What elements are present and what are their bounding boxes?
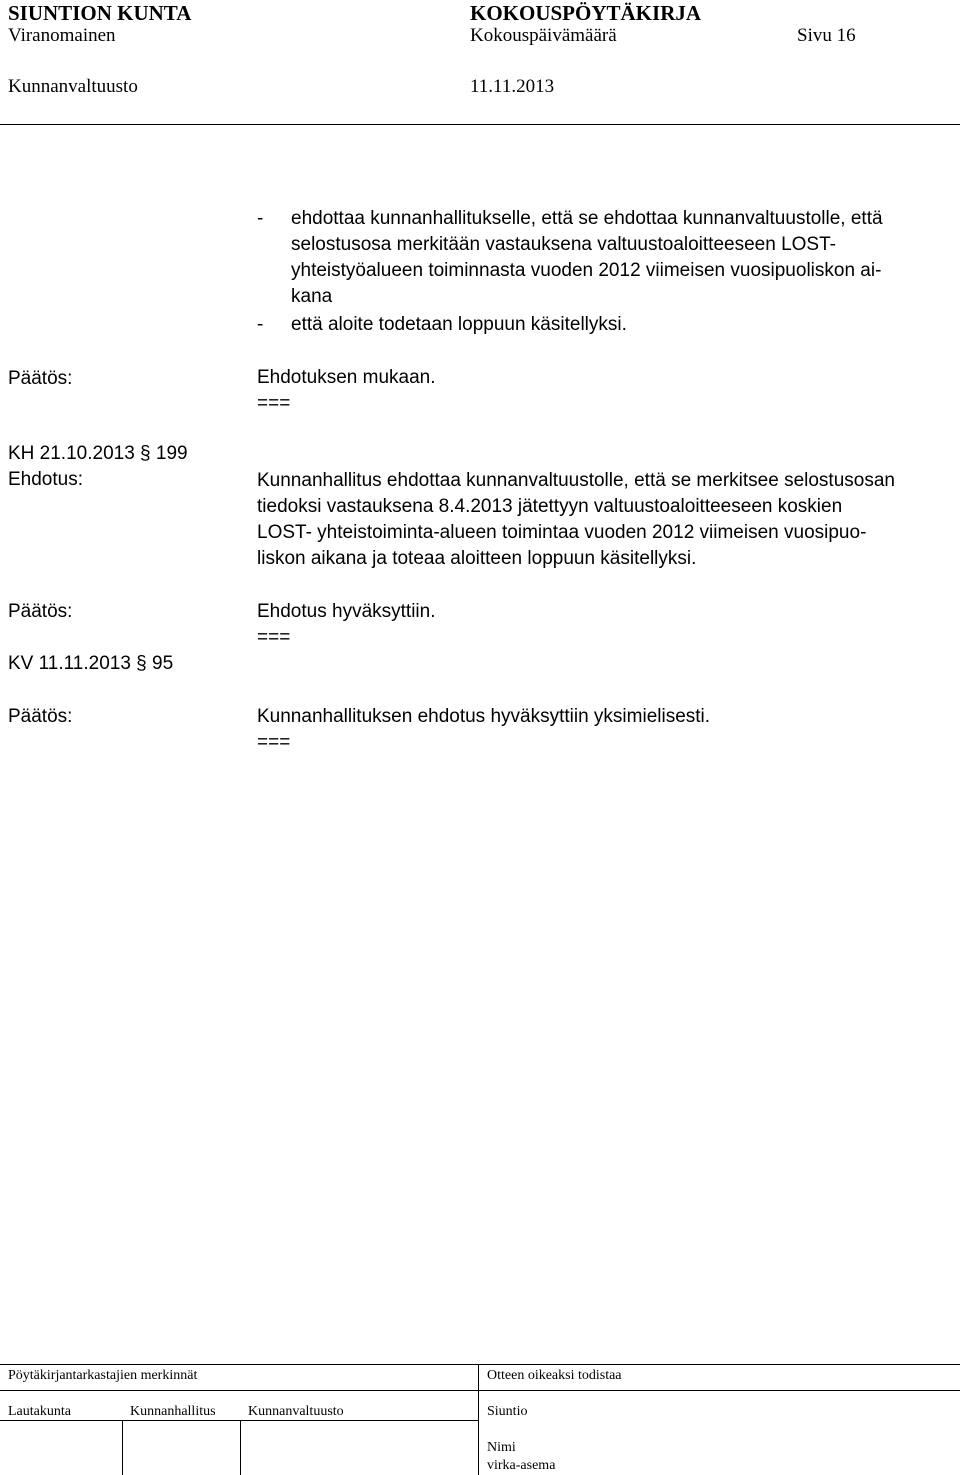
initials-label: Pöytäkirjantarkastajien merkinnät (8, 1368, 198, 1383)
header-divider (0, 124, 960, 125)
proposal-line: liskon aikana ja toteaa aloitteen loppuun käsitellyksi. (257, 548, 697, 569)
footer-divider-top (0, 1364, 960, 1365)
separator: === (257, 627, 291, 648)
page-number: Sivu 16 (797, 25, 856, 46)
meeting-date-label: Kokouspäivämäärä (470, 25, 617, 46)
authority-label: Viranomainen (8, 25, 116, 46)
footer-center-divider (478, 1364, 479, 1475)
certified-place: Siuntio (487, 1404, 528, 1419)
footer-column-board: Lautakunta (8, 1404, 71, 1419)
footer-column-government: Kunnanhallitus (130, 1404, 216, 1419)
footer-columns-divider (0, 1420, 478, 1421)
footer-signature-divider-1 (122, 1420, 123, 1475)
bullet-line: ehdottaa kunnanhallitukselle, että se ehdottaa kunnanvaltuustolle, että (291, 208, 883, 229)
kh-reference: KH 21.10.2013 § 199 (8, 443, 188, 464)
municipality-name: SIUNTION KUNTA (8, 1, 192, 25)
proposal-line: tiedoksi vastauksena 8.4.2013 jätettyyn valtuustoaloitteeseen koskien (257, 496, 843, 517)
decision-label: Päätös: (8, 706, 73, 727)
footer-signature-divider-2 (240, 1420, 241, 1475)
proposal-label: Ehdotus: (8, 469, 83, 490)
proposal-line: Kunnanhallitus ehdottaa kunnanvaltuustolle, että se merkitsee selostusosan (257, 470, 895, 491)
bullet-line: että aloite todetaan loppuun käsitellyksi. (291, 314, 627, 335)
decision-text: Ehdotus hyväksyttiin. (257, 601, 436, 622)
bullet-line: selostusosa merkitään vastauksena valtuustoaloitteeseen LOST- (291, 234, 836, 255)
document-type: KOKOUSPÖYTÄKIRJA (470, 1, 702, 25)
decision-text: Kunnanhallituksen ehdotus hyväksyttiin yksimielisesti. (257, 706, 711, 727)
proposal-line: LOST- yhteistoiminta-alueen toimintaa vuoden 2012 viimeisen vuosipuo- (257, 522, 867, 543)
name-label: Nimi (487, 1440, 516, 1455)
bullet-line: kana (291, 286, 333, 307)
certified-label: Otteen oikeaksi todistaa (487, 1368, 622, 1383)
footer-divider-mid (0, 1390, 960, 1391)
separator: === (257, 732, 291, 753)
bullet-dash: - (257, 208, 264, 229)
decision-label: Päätös: (8, 368, 73, 389)
separator: === (257, 393, 291, 414)
bullet-dash: - (257, 314, 264, 335)
proposal-text (257, 468, 947, 572)
meeting-date: 11.11.2013 (470, 76, 555, 97)
decision-label: Päätös: (8, 601, 73, 622)
footer-column-council: Kunnanvaltuusto (248, 1404, 344, 1419)
position-label: virka-asema (487, 1458, 556, 1473)
authority-name: Kunnanvaltuusto (8, 76, 138, 97)
bullet-line: yhteistyöalueen toiminnasta vuoden 2012 viimeisen vuosipuoliskon ai- (291, 260, 882, 281)
decision-text: Ehdotuksen mukaan. (257, 367, 436, 388)
kv-reference: KV 11.11.2013 § 95 (8, 653, 174, 674)
